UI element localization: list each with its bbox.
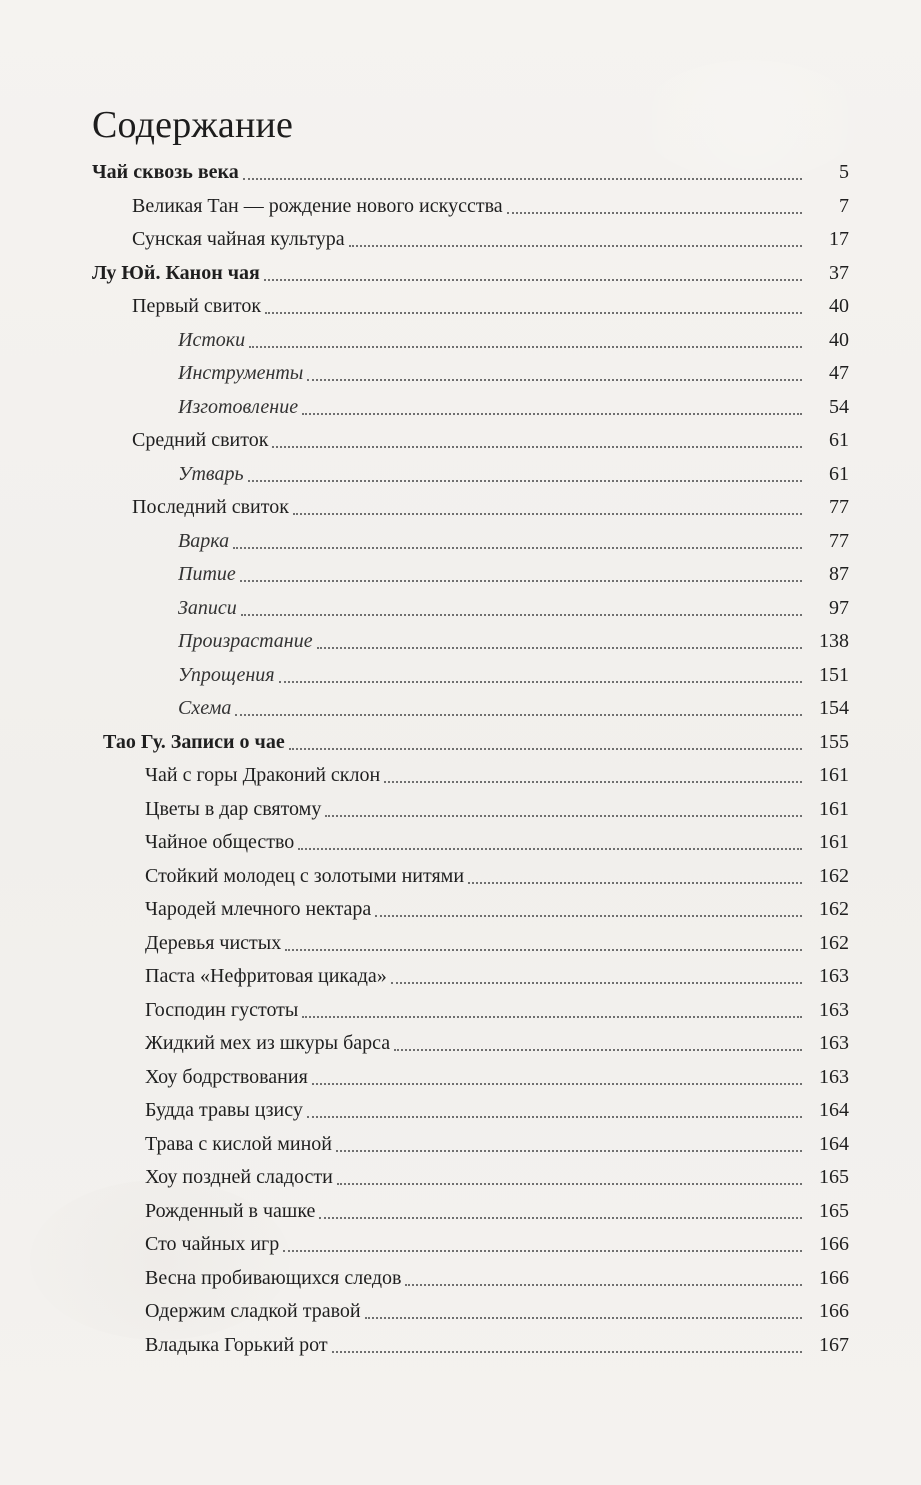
toc-page-number: 161	[819, 831, 849, 853]
toc-page-number: 54	[829, 395, 849, 418]
toc-entry[interactable]	[0, 1160, 921, 1194]
toc-page-number: 166	[819, 1300, 849, 1322]
toc-entry-title: Последний свиток	[132, 496, 289, 518]
toc-entry-line	[132, 189, 808, 223]
toc-page-number: 163	[819, 1032, 849, 1054]
dot-leader	[293, 513, 802, 515]
toc-entry-line	[145, 959, 808, 993]
toc-entry-line	[178, 524, 808, 558]
toc-entry-title: Чай с горы Драконий склон	[145, 764, 381, 786]
toc-page-number: 61	[829, 462, 849, 485]
toc-entry-title: Великая Тан — рождение нового искусства	[132, 194, 503, 217]
toc-page-number: 40	[829, 295, 849, 317]
toc-page-number: 164	[819, 1099, 849, 1121]
toc-entry[interactable]	[0, 1093, 921, 1127]
toc-page-number: 77	[829, 529, 849, 552]
dot-leader	[272, 446, 802, 448]
toc-entry-title: Господин густоты	[145, 998, 299, 1021]
dot-leader	[507, 212, 802, 214]
dot-leader	[240, 580, 802, 582]
toc-page-number: 40	[829, 328, 849, 351]
toc-entry-title: Сунская чайная культура	[132, 228, 345, 250]
toc-entry[interactable]	[0, 222, 921, 256]
toc-entry[interactable]	[0, 1127, 921, 1161]
toc-entry-line	[145, 1294, 808, 1328]
toc-entry-title: Рожденный в чашке	[145, 1199, 316, 1222]
toc-page-number: 61	[829, 429, 849, 451]
toc-page-number: 161	[819, 764, 849, 786]
toc-entry[interactable]	[0, 959, 921, 993]
toc-page-number: 7	[839, 194, 849, 217]
toc-page-number: 162	[819, 931, 849, 954]
toc-entry-line	[145, 758, 808, 792]
dot-leader	[317, 647, 802, 649]
toc-entry-line	[92, 256, 808, 290]
toc-entry-line	[145, 892, 808, 926]
dot-leader	[391, 982, 802, 984]
toc-entry[interactable]	[0, 1194, 921, 1228]
toc-entry-title: Хоу бодрствования	[145, 1065, 308, 1088]
dot-leader	[375, 915, 802, 917]
dot-leader	[283, 1250, 802, 1252]
toc-entry[interactable]	[0, 825, 921, 859]
toc-entry[interactable]	[0, 356, 921, 390]
toc-entry-title: Изготовление	[178, 395, 299, 418]
toc-entry-line	[178, 691, 808, 725]
toc-entry[interactable]	[0, 691, 921, 725]
toc-entry[interactable]	[0, 256, 921, 290]
toc-entry-title: Цветы в дар святому	[145, 797, 322, 820]
toc-entry-title: Схема	[178, 697, 232, 719]
toc-entry-title: Деревья чистых	[145, 931, 282, 954]
toc-entry[interactable]	[0, 624, 921, 658]
toc-entry-title: Чай сквозь века	[92, 161, 239, 183]
toc-entry-line	[178, 390, 808, 424]
toc-entry-line	[145, 1160, 808, 1194]
toc-entry[interactable]	[0, 1026, 921, 1060]
toc-entry-line	[132, 289, 808, 323]
toc-page-number: 165	[819, 1199, 849, 1222]
toc-entry[interactable]	[0, 390, 921, 424]
toc-page-number: 163	[819, 965, 849, 987]
toc-entry[interactable]	[0, 993, 921, 1027]
toc-entry-line	[132, 490, 808, 524]
dot-leader	[384, 781, 802, 783]
toc-entry-title: Питие	[178, 563, 236, 585]
toc-page-number: 162	[819, 864, 849, 887]
dot-leader	[337, 1183, 802, 1185]
toc-entry[interactable]	[0, 926, 921, 960]
dot-leader	[302, 413, 802, 415]
toc-entry[interactable]	[0, 289, 921, 323]
dot-leader	[336, 1150, 802, 1152]
toc-entry[interactable]	[0, 155, 921, 189]
toc-entry-title: Инструменты	[178, 362, 304, 384]
toc-entry[interactable]	[0, 1294, 921, 1328]
toc-entry-line	[145, 825, 808, 859]
toc-entry-title: Одержим сладкой травой	[145, 1300, 361, 1322]
toc-entry-title: Упрощения	[178, 663, 275, 686]
toc-page-number: 165	[819, 1166, 849, 1188]
toc-entry-title: Трава с кислой миной	[145, 1132, 333, 1155]
dot-leader	[332, 1351, 802, 1353]
toc-entry-title: Лу Юй. Канон чая	[92, 261, 260, 284]
dot-leader	[307, 1116, 802, 1118]
toc-entry-line	[178, 658, 808, 692]
toc-entry[interactable]	[0, 725, 921, 759]
toc-entry-title: Будда травы цзису	[145, 1099, 303, 1121]
toc-entry-title: Варка	[178, 529, 230, 552]
toc-entry[interactable]	[0, 189, 921, 223]
dot-leader	[325, 815, 802, 817]
toc-entry[interactable]	[0, 892, 921, 926]
toc-entry-line	[178, 457, 808, 491]
dot-leader	[241, 614, 802, 616]
toc-entry-line	[178, 557, 808, 591]
dot-leader	[249, 346, 802, 348]
toc-entry[interactable]	[0, 423, 921, 457]
dot-leader	[468, 882, 802, 884]
toc-page-number: 77	[829, 496, 849, 518]
toc-page-number: 138	[819, 630, 849, 652]
toc-entry-line	[132, 222, 808, 256]
toc-entry-title: Истоки	[178, 328, 246, 351]
toc-page-number: 5	[839, 161, 849, 183]
toc-entry[interactable]	[0, 490, 921, 524]
page-title: Содержание	[92, 104, 294, 146]
dot-leader	[243, 178, 802, 180]
toc-entry-line	[132, 423, 808, 457]
dot-leader	[405, 1284, 802, 1286]
toc-entry-line	[145, 859, 808, 893]
toc-page-number: 17	[829, 228, 849, 250]
toc-entry-line	[145, 926, 808, 960]
toc-entry-line	[145, 1127, 808, 1161]
toc-entry-title: Владыка Горький рот	[145, 1333, 328, 1356]
toc-entry-line	[145, 993, 808, 1027]
toc-entry[interactable]	[0, 524, 921, 558]
toc-entry-title: Весна пробивающихся следов	[145, 1266, 402, 1289]
toc-entry[interactable]	[0, 1328, 921, 1362]
toc-page-number: 97	[829, 596, 849, 619]
toc-entry-line	[145, 1060, 808, 1094]
toc-entry-line	[178, 624, 808, 658]
toc-entry-title: Жидкий мех из шкуры барса	[145, 1032, 391, 1054]
toc-entry[interactable]	[0, 859, 921, 893]
dot-leader	[265, 312, 802, 314]
toc-page-number: 163	[819, 998, 849, 1021]
dot-leader	[285, 949, 802, 951]
toc-entry-title: Стойкий молодец с золотыми нитями	[145, 864, 465, 887]
toc-entry-line	[145, 1026, 808, 1060]
toc-page-number: 161	[819, 797, 849, 820]
toc-entry[interactable]	[0, 1060, 921, 1094]
toc-entry[interactable]	[0, 591, 921, 625]
toc-entry-title: Записи	[178, 596, 237, 619]
toc-entry-title: Произрастание	[178, 630, 313, 652]
toc-entry-line	[92, 155, 808, 189]
toc-page-number: 87	[829, 563, 849, 585]
toc-entry-line	[145, 1261, 808, 1295]
toc-entry-line	[103, 725, 808, 759]
dot-leader	[302, 1016, 802, 1018]
toc-entry[interactable]	[0, 323, 921, 357]
dot-leader	[365, 1317, 802, 1319]
dot-leader	[349, 245, 802, 247]
toc-entry-title: Хоу поздней сладости	[145, 1166, 333, 1188]
toc-entry-title: Средний свиток	[132, 429, 269, 451]
toc-entry-title: Сто чайных игр	[145, 1233, 280, 1255]
dot-leader	[279, 681, 802, 683]
toc-entry[interactable]	[0, 792, 921, 826]
toc-entry-line	[145, 792, 808, 826]
toc-page-number: 154	[819, 697, 849, 719]
dot-leader	[298, 848, 802, 850]
toc-page-number: 164	[819, 1132, 849, 1155]
dot-leader	[394, 1049, 802, 1051]
toc-entry-line	[178, 591, 808, 625]
toc-page-number: 166	[819, 1233, 849, 1255]
toc-entry[interactable]	[0, 1261, 921, 1295]
toc-page-number: 37	[829, 261, 849, 284]
dot-leader	[312, 1083, 802, 1085]
toc-entry-line	[145, 1194, 808, 1228]
dot-leader	[233, 547, 802, 549]
toc-entry-title: Паста «Нефритовая цикада»	[145, 965, 387, 987]
toc-page-number: 163	[819, 1065, 849, 1088]
dot-leader	[319, 1217, 802, 1219]
dot-leader	[307, 379, 802, 381]
toc-page-number: 162	[819, 898, 849, 920]
dot-leader	[264, 279, 802, 281]
toc-entry[interactable]	[0, 457, 921, 491]
toc-entry[interactable]	[0, 758, 921, 792]
toc-page-number: 167	[819, 1333, 849, 1356]
toc-entry[interactable]	[0, 1227, 921, 1261]
toc-entry-title: Чародей млечного нектара	[145, 898, 372, 920]
toc-entry-line	[145, 1227, 808, 1261]
dot-leader	[289, 748, 802, 750]
toc-page-number: 151	[819, 663, 849, 686]
toc-page-number: 166	[819, 1266, 849, 1289]
toc-page-number: 47	[829, 362, 849, 384]
toc-entry[interactable]	[0, 557, 921, 591]
dot-leader	[235, 714, 802, 716]
toc-entry-line	[178, 323, 808, 357]
toc-entry-title: Чайное общество	[145, 831, 295, 853]
toc-entry[interactable]	[0, 658, 921, 692]
toc-page-number: 155	[819, 730, 849, 753]
toc-entry-title: Тао Гу. Записи о чае	[103, 730, 285, 753]
toc-entry-title: Утварь	[178, 462, 244, 485]
toc-entry-title: Первый свиток	[132, 295, 262, 317]
toc-entry-line	[178, 356, 808, 390]
dot-leader	[248, 480, 802, 482]
toc-entry-line	[145, 1093, 808, 1127]
toc-entry-line	[145, 1328, 808, 1362]
